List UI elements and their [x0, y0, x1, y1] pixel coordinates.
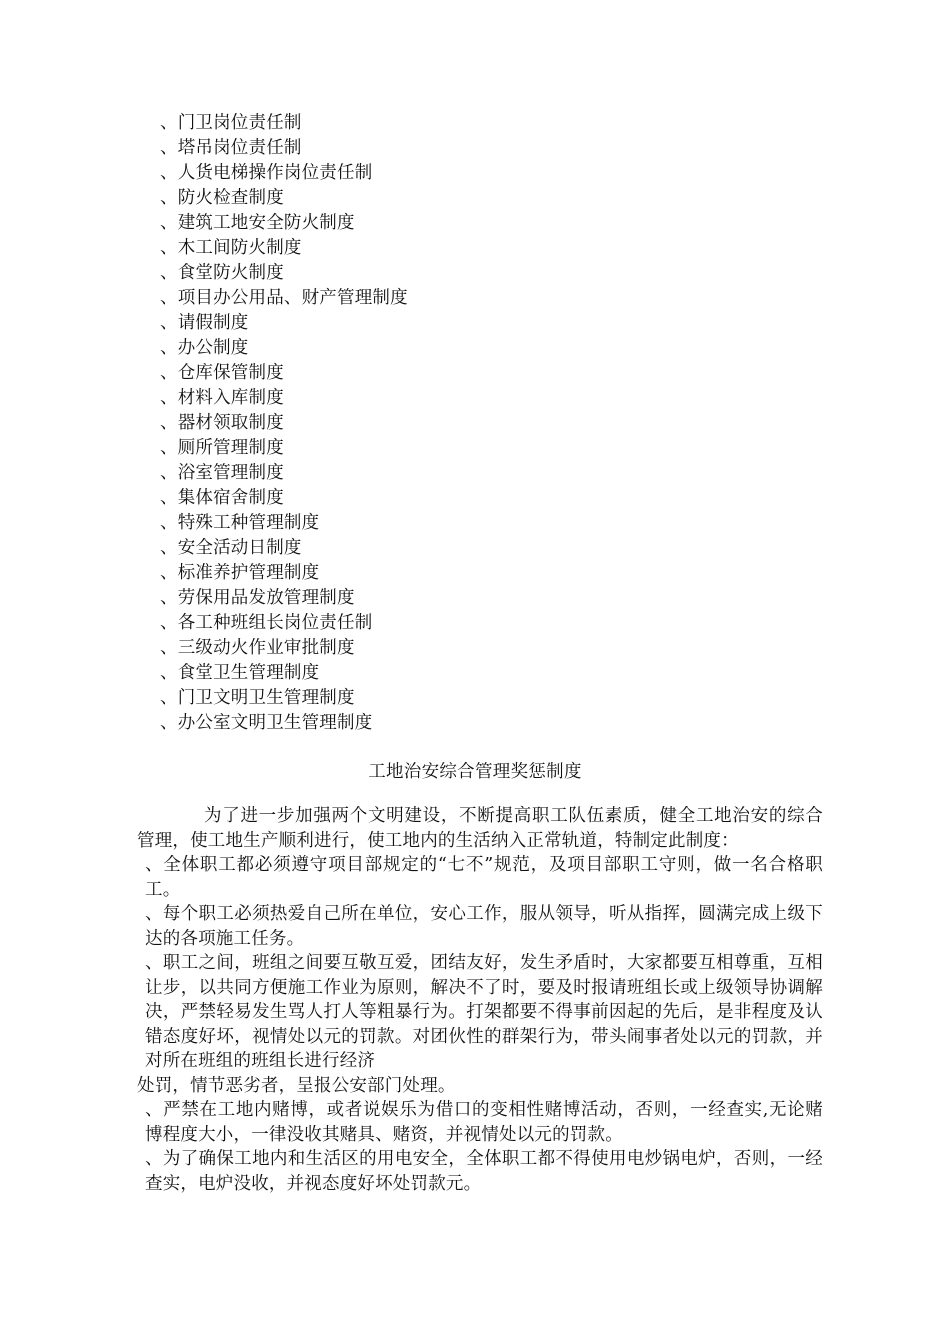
list-item: 、标准养护管理制度 [160, 563, 320, 583]
list-item: 、器材领取制度 [160, 413, 284, 433]
section-title: 工地治安综合管理奖惩制度 [368, 762, 582, 782]
rule-paragraph: 、全体职工都必须遵守项目部规定的“七不”规范，及项目部职工守则，做一名合格职工。 [145, 855, 823, 900]
list-item: 、劳保用品发放管理制度 [160, 588, 355, 608]
list-item: 、门卫岗位责任制 [160, 113, 302, 133]
list-item: 、特殊工种管理制度 [160, 513, 320, 533]
rule-paragraph-continuation: 处罚，情节恶劣者，呈报公安部门处理。 [137, 1075, 456, 1096]
list-item: 、门卫文明卫生管理制度 [160, 688, 355, 708]
list-item: 、办公制度 [160, 338, 249, 358]
intro-paragraph: 为了进一步加强两个文明建设，不断提高职工队伍素质，健全工地治安的综合管理，使工地生产顺利进行，使工地内的生活纳入正常轨道，特制定此制度： [137, 806, 823, 851]
rule-paragraph: 、严禁在工地内赌博，或者说娱乐为借口的变相性赌博活动，否则，一经查实,无论赌博程度大小，一律没收其赌具、赌资，并视情处以元的罚款。 [145, 1100, 823, 1145]
list-item: 、厕所管理制度 [160, 438, 284, 458]
rule-paragraph: 、为了确保工地内和生活区的用电安全，全体职工都不得使用电炒锅电炉，否则，一经查实，电炉没收，并视态度好坏处罚款元。 [145, 1149, 823, 1194]
list-item: 、集体宿舍制度 [160, 488, 284, 508]
rule-paragraph: 、每个职工必须热爱自己所在单位，安心工作，服从领导，听从指挥，圆满完成上级下达的各项施工任务。 [145, 904, 823, 949]
list-item: 、木工间防火制度 [160, 238, 302, 258]
list-item: 、塔吊岗位责任制 [160, 138, 302, 158]
list-item: 、仓库保管制度 [160, 363, 284, 383]
list-item: 、人货电梯操作岗位责任制 [160, 163, 373, 183]
regulation-list [160, 111, 408, 736]
rule-paragraph: 、职工之间，班组之间要互敬互爱，团结友好，发生矛盾时，大家都要互相尊重，互相让步，以共同方便施工作业为原则，解决不了时，要及时报请班组长或上级领导协调解决，严禁轻易发生骂人打人等粗暴行为。打架都要不得事前因起的先后，是非程度及认错态度好坏，视情处以元的罚款。对团伙性的群架行为，带头闹事者处以元的罚款，并对所在班组的班组长进行经济 [145, 953, 823, 1071]
list-item: 、食堂卫生管理制度 [160, 663, 320, 683]
list-item: 、防火检查制度 [160, 188, 284, 208]
section-body [137, 804, 823, 1196]
list-item: 、食堂防火制度 [160, 263, 284, 283]
list-item: 、各工种班组长岗位责任制 [160, 613, 373, 633]
list-item: 、三级动火作业审批制度 [160, 638, 355, 658]
list-item: 、安全活动日制度 [160, 538, 302, 558]
list-item: 、请假制度 [160, 313, 249, 333]
list-item: 、项目办公用品、财产管理制度 [160, 288, 408, 308]
list-item: 、办公室文明卫生管理制度 [160, 713, 373, 733]
list-item: 、建筑工地安全防火制度 [160, 213, 355, 233]
list-item: 、浴室管理制度 [160, 463, 284, 483]
list-item: 、材料入库制度 [160, 388, 284, 408]
